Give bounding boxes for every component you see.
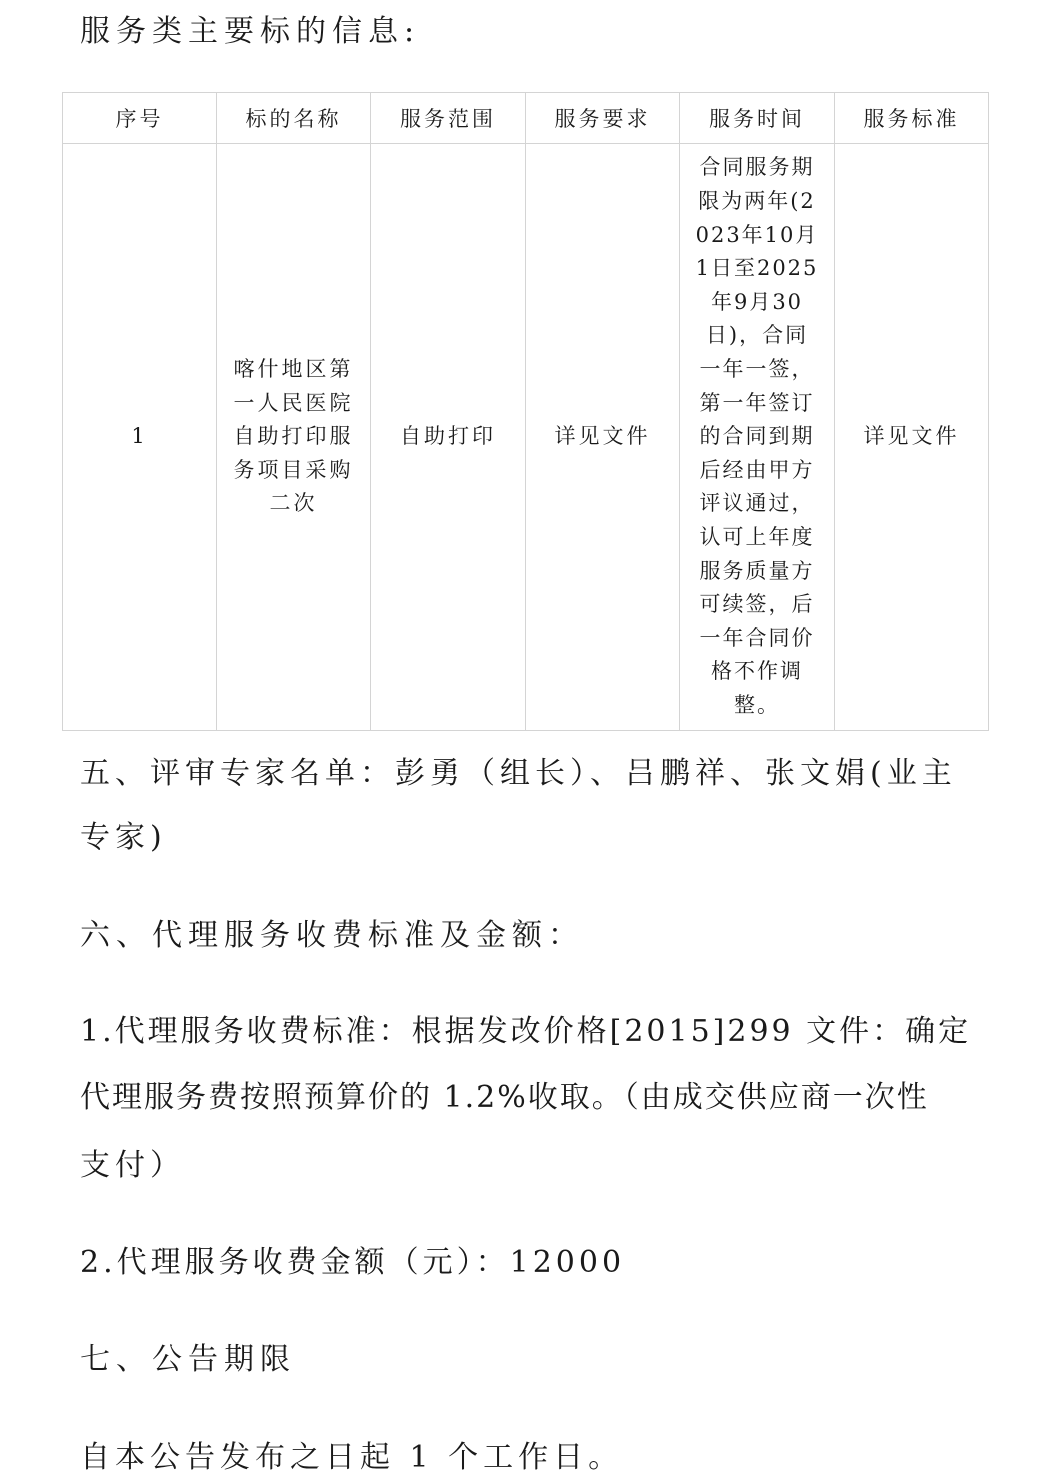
header-time: 服务时间 bbox=[680, 93, 835, 144]
table-header-row bbox=[63, 93, 989, 144]
header-scope: 服务范围 bbox=[371, 93, 526, 144]
header-no: 序号 bbox=[63, 93, 217, 144]
section6-item1-line2: 代理服务费按照预算价的 1.2%收取。（由成交供应商一次性 bbox=[80, 1080, 929, 1115]
cell-scope: 自助打印 bbox=[371, 144, 526, 731]
section5-line1: 五、评审专家名单：彭勇（组长）、吕鹏祥、张文娟(业主 bbox=[80, 756, 957, 791]
cell-name-wrap bbox=[217, 144, 371, 731]
section6-item2: 2.代理服务收费金额（元）：12000 bbox=[80, 1245, 626, 1280]
section7-heading: 七、公告期限 bbox=[80, 1342, 296, 1377]
header-requirement: 服务要求 bbox=[526, 93, 680, 144]
cell-standard: 详见文件 bbox=[835, 144, 989, 731]
section6-item1-line1: 1.代理服务收费标准：根据发改价格[2015]299 文件：确定 bbox=[80, 1014, 972, 1049]
section6-heading: 六、代理服务收费标准及金额： bbox=[80, 918, 584, 953]
cell-time: 合同服务期限为两年(2023年10月1日至2025年9月30日)，合同一年一签，第一年签订的合同到期后经由甲方评议通过，认可上年度服务质量方可续签，后一年合同价格不作调整。 bbox=[695, 155, 819, 717]
header-name: 标的名称 bbox=[217, 93, 371, 144]
section6-item1-line3: 支付） bbox=[80, 1148, 185, 1183]
page-title: 服务类主要标的信息: bbox=[80, 14, 421, 49]
header-standard: 服务标准 bbox=[835, 93, 989, 144]
section5-line2: 专家) bbox=[80, 820, 167, 855]
cell-time-wrap bbox=[680, 144, 835, 731]
table-row bbox=[63, 144, 989, 731]
service-table bbox=[62, 92, 989, 731]
cell-requirement: 详见文件 bbox=[526, 144, 680, 731]
section7-text: 自本公告发布之日起 1 个工作日。 bbox=[80, 1440, 624, 1475]
cell-name: 喀什地区第一人民医院自助打印服务项目采购二次 bbox=[233, 357, 354, 516]
cell-no: 1 bbox=[63, 144, 217, 731]
